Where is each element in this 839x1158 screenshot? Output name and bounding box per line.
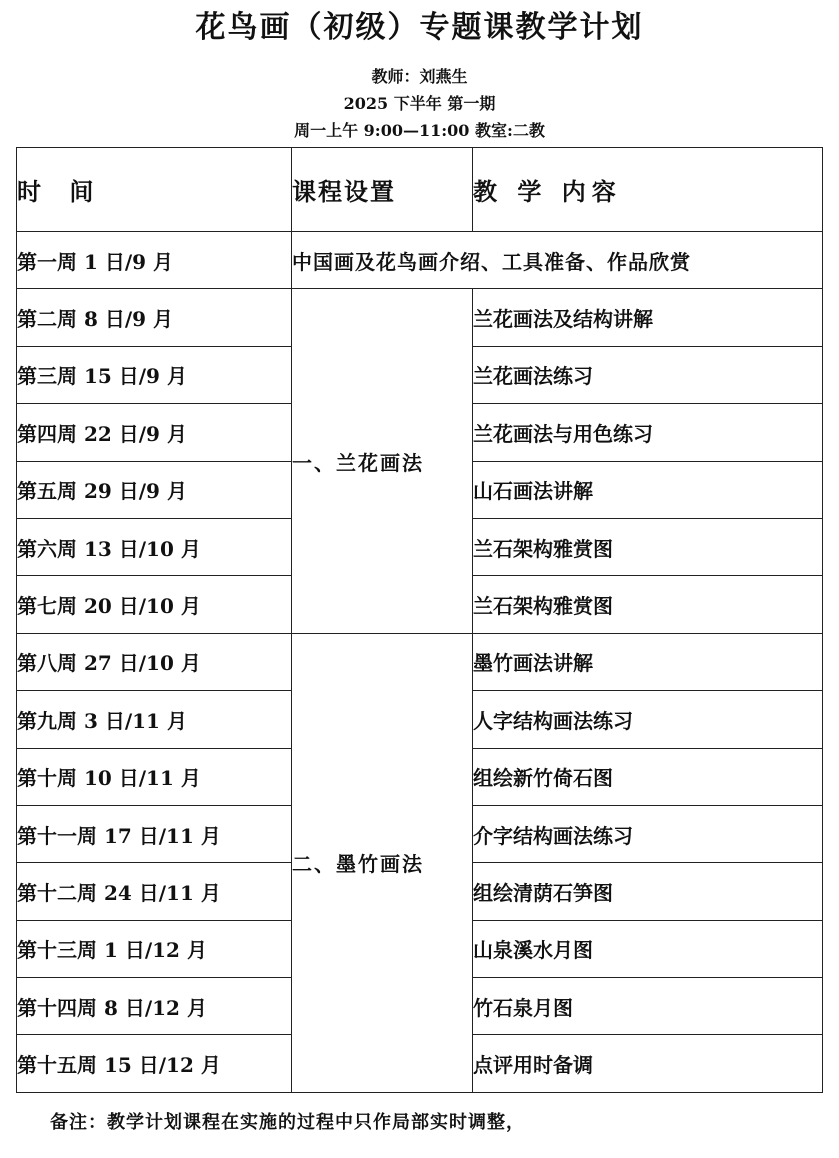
week-cell: 第三周 15 日/9 月 bbox=[17, 346, 292, 403]
content-cell: 组绘新竹倚石图 bbox=[473, 748, 823, 805]
content-cell: 兰石架构雅赏图 bbox=[473, 576, 823, 633]
week-cell: 第二周 8 日/9 月 bbox=[17, 289, 292, 346]
week-cell: 第十一周 17 日/11 月 bbox=[17, 805, 292, 862]
content-cell: 点评用时备调 bbox=[473, 1035, 823, 1092]
table-row bbox=[17, 633, 823, 690]
course-section-cell: 二、墨竹画法 bbox=[292, 633, 473, 1092]
schedule-line: 周一上午 9:00—11:00 教室:二教 bbox=[294, 121, 545, 140]
teacher-line: 教师：刘燕生 bbox=[371, 67, 468, 86]
week-cell: 第十周 10 日/11 月 bbox=[17, 748, 292, 805]
week-cell: 第十四周 8 日/12 月 bbox=[17, 978, 292, 1035]
week-cell: 第十二周 24 日/11 月 bbox=[17, 863, 292, 920]
teaching-plan-table bbox=[16, 147, 823, 1093]
table-row bbox=[17, 289, 823, 346]
week-cell: 第十三周 1 日/12 月 bbox=[17, 920, 292, 977]
content-cell: 山泉溪水月图 bbox=[473, 920, 823, 977]
content-cell: 人字结构画法练习 bbox=[473, 691, 823, 748]
header-course: 课程设置 bbox=[292, 148, 473, 232]
content-cell: 介字结构画法练习 bbox=[473, 805, 823, 862]
content-cell: 兰花画法与用色练习 bbox=[473, 404, 823, 461]
course-section-cell: 一、兰花画法 bbox=[292, 289, 473, 633]
week-cell: 第八周 27 日/10 月 bbox=[17, 633, 292, 690]
week-cell: 第五周 29 日/9 月 bbox=[17, 461, 292, 518]
content-cell: 山石画法讲解 bbox=[473, 461, 823, 518]
content-cell: 竹石泉月图 bbox=[473, 978, 823, 1035]
week-cell: 第一周 1 日/9 月 bbox=[17, 232, 292, 289]
term-line: 2025 下半年 第一期 bbox=[343, 94, 496, 113]
header-content: 教 学 内容 bbox=[473, 148, 823, 232]
content-cell: 兰石架构雅赏图 bbox=[473, 518, 823, 575]
week-cell: 第七周 20 日/10 月 bbox=[17, 576, 292, 633]
week-cell: 第十五周 15 日/12 月 bbox=[17, 1035, 292, 1092]
table-header-row bbox=[17, 148, 823, 232]
content-cell: 兰花画法练习 bbox=[473, 346, 823, 403]
page-title: 花鸟画（初级）专题课教学计划 bbox=[195, 10, 644, 45]
table-row-intro bbox=[17, 232, 823, 289]
week-cell: 第九周 3 日/11 月 bbox=[17, 691, 292, 748]
content-cell: 墨竹画法讲解 bbox=[473, 633, 823, 690]
remark-note: 备注：教学计划课程在实施的过程中只作局部实时调整， bbox=[50, 1112, 525, 1133]
header-time: 时 间 bbox=[17, 148, 292, 232]
content-cell: 组绘清荫石笋图 bbox=[473, 863, 823, 920]
intro-content-cell: 中国画及花鸟画介绍、工具准备、作品欣赏 bbox=[292, 232, 823, 289]
content-cell: 兰花画法及结构讲解 bbox=[473, 289, 823, 346]
week-cell: 第六周 13 日/10 月 bbox=[17, 518, 292, 575]
week-cell: 第四周 22 日/9 月 bbox=[17, 404, 292, 461]
